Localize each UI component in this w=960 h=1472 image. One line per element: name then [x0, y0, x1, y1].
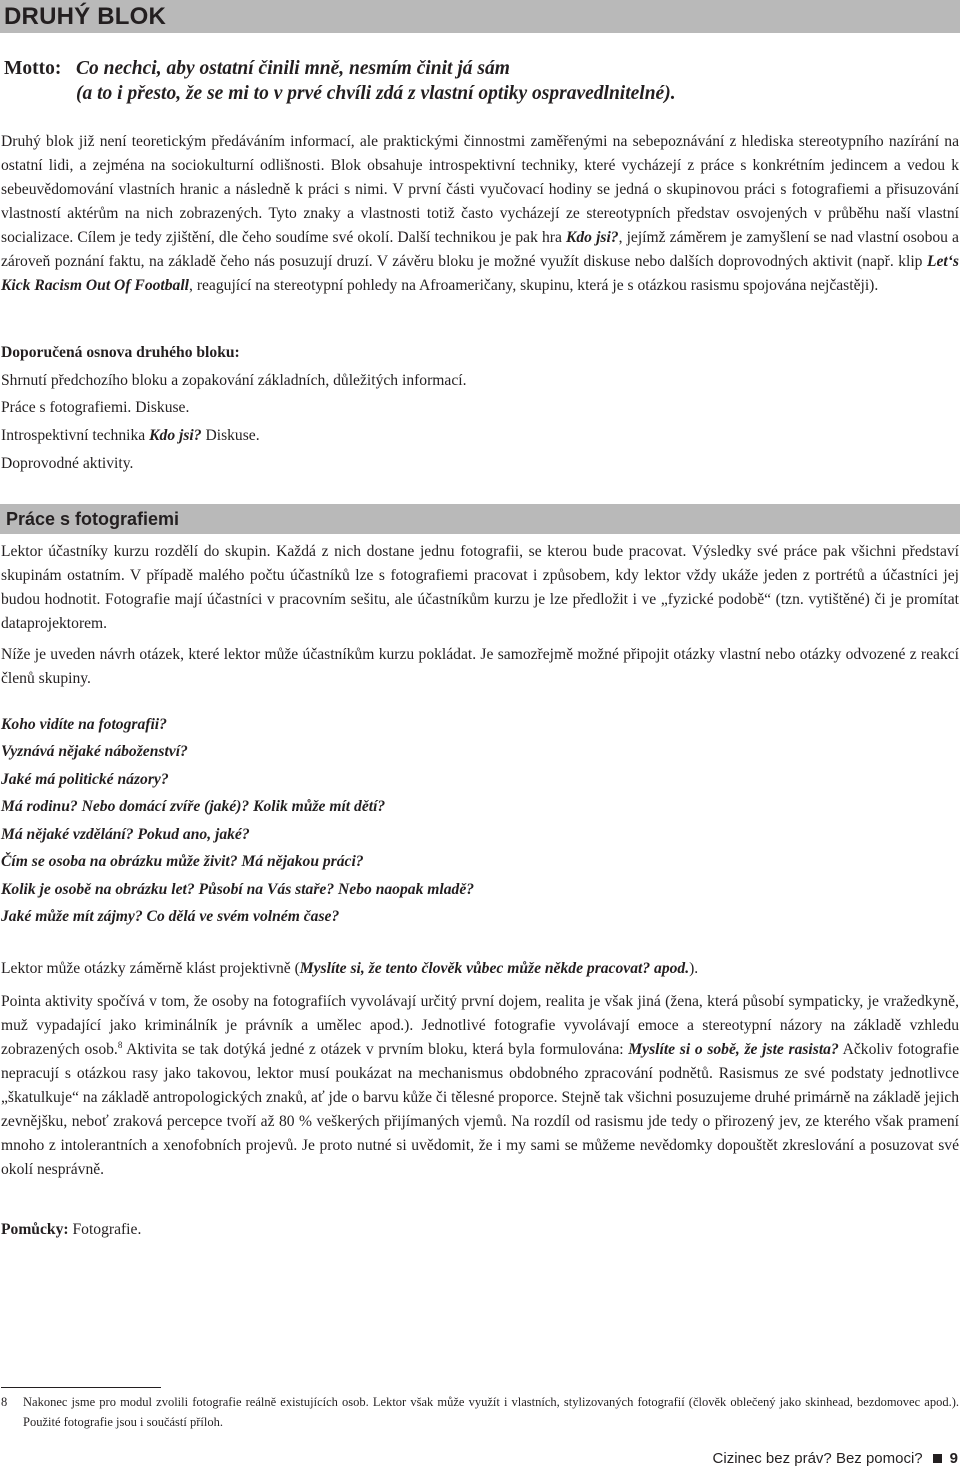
chapter-title: DRUHÝ BLOK — [4, 3, 166, 30]
footnote-number: 8 — [1, 1395, 8, 1409]
outline-heading: Doporučená osnova druhého bloku: — [1, 344, 240, 361]
tools-value: Fotografie. — [72, 1221, 142, 1238]
p4-em: Myslíte si o sobě, že jste rasista? — [628, 1041, 839, 1058]
chapter-header-bar — [0, 0, 960, 33]
body-paragraph-1: Lektor účastníky kurzu rozdělí do skupin. Každá z nich dostane jednu fotografii, se kterou bude pracovat. Výsledky své práce pak všichni představí skupinám ostatním. V případě malého počtu účastníků lze s fotografiemi pracovat i způsobem, kdy lektor vždy ukáže jeden z portrétů a účastníci jej budou hodnotit. Fotografie mají účastníci v pracovním sešitu, ale účastníkům kurzu je lze předložit i ve „fyzické podobě“ (tzn. vytištěné) či je promítat dataprojektorem. — [1, 543, 959, 632]
footnote-divider — [1, 1387, 161, 1388]
tools-label: Pomůcky: — [1, 1221, 69, 1238]
question-item: Koho vidíte na fotografii? — [1, 716, 167, 733]
p3-em: Myslíte si, že tento člověk vůbec může někde pracovat? apod. — [299, 960, 690, 977]
intro-kdo-jsi: Kdo jsi? — [565, 229, 619, 246]
p4-a: Pointa aktivity spočívá v tom, že osoby na fotografiích vyvolávají určitý první dojem, realita je však jiná (žena, která působí sympaticky, je vražedkyně, muž vypadající jako kriminálník je právník a umělec apod.). Jednotlivé fotografie vyvolávají emoce a stereotypní názory na základě vzhledu zobrazených osob. — [1, 993, 959, 1058]
p4-c: Ačkoliv fotografie nepracují s otázkou rasy jako takovou, lektor musí poukázat na mechanismus obdobného zpracování podnětů. Rasismus ze své podstaty jednotlivce „škatulkuje“ na základě antropologických znaků, ať jde o barvu kůže či tělesné proporce. Stejně tak všichni posuzujeme druhé primárně na základě jejich zevnějšku, neboť zraková percepce tvoří až 80 % veškerých přijímaných vjemů. Na rozdíl od rasismu jde tedy o přirozený jev, ze kterého však pramení mnoho z intolerantních a xenofobních projevů. Je proto nutné si uvědomit, že i my sami se můžeme nevědomky dopouštět zkreslování a posuzovat své okolí nesprávně. — [1, 1041, 959, 1178]
footnote-ref: 8 — [117, 1039, 123, 1050]
question-item: Kolik je osobě na obrázku let? Působí na Vás staře? Nebo naopak mladě? — [1, 881, 475, 898]
intro-s3: V první části vyučovací hodiny se jedná o skupinovou práci s fotografiemi a přisuzování vlastností aktérům na nich zobrazených. Tyto znaky a vlastnosti totiž často vycházejí ze stereotypních představ osvojených v průběhu naší vlastní socializace. Cílem je tedy zjištění, dle čeho soudíme své okolí. Další technikou je pak hra — [1, 181, 959, 246]
intro-s5: , reagující na stereotypní pohledy na Afroameričany, skupinu, která je s otázkou rasismu spojována nejčastěji). — [189, 277, 879, 294]
outline-item-2: Práce s fotografiemi. Diskuse. — [1, 399, 190, 416]
motto-line-1: Co nechci, aby ostatní činili mně, nesmím činit já sám — [76, 58, 510, 79]
intro-s1: Druhý blok již není teoretickým předáváním informací, ale praktickými činnostmi zaměřenými na sebepoznávání z hlediska stereotypního nazírání na ostatní lidi, a zejména na sociokulturní odlišnosti. — [1, 133, 959, 174]
question-item: Jaké může mít zájmy? Co dělá ve svém volném čase? — [1, 908, 340, 925]
outline-item-3-pre: Introspektivní technika — [1, 427, 146, 444]
outline-item-3 — [1, 427, 260, 445]
p3-pre: Lektor může otázky záměrně klást projektivně ( — [1, 960, 300, 977]
footer-title: Cizinec bez práv? Bez pomoci? — [712, 1450, 923, 1467]
question-item: Jaké má politické názory? — [1, 771, 169, 788]
intro-clip-title: Let‘s Kick Racism Out Of Football — [1, 253, 959, 294]
outline-item-3-post: Diskuse. — [205, 427, 260, 444]
section-header-bar — [0, 504, 960, 534]
outline-item-3-em: Kdo jsi? — [149, 427, 202, 444]
intro-paragraph — [1, 130, 959, 298]
tools-line — [1, 1221, 141, 1239]
intro-s4: , jejímž záměrem je zamyšlení se nad vlastní osobou a zároveň poznání faktu, na základě čeho nás posuzují druzí. V závěru bloku je možné využít diskuse nebo dalších doprovodných aktivit (např. klip — [1, 229, 959, 270]
p4-b: Aktivita se tak dotýká jedné z otázek v prvním bloku, která byla formulována: — [122, 1041, 629, 1058]
intro-s2: Blok obsahuje introspektivní techniky, které vycházejí z práce s konkrétním jedincem a vedou k sebeuvědomování vlastních hranic a následně k práci s nimi. — [1, 157, 959, 198]
body-paragraph-3 — [1, 957, 959, 981]
question-item: Má rodinu? Nebo domácí zvíře (jaké)? Kolik může mít dětí? — [1, 798, 386, 815]
question-item: Vyznává nějaké náboženství? — [1, 743, 188, 760]
outline-item-4: Doprovodné aktivity. — [1, 455, 134, 472]
motto-line-2: (a to i přesto, že se mi to v prvé chvíli zdá z vlastní optiky ospravedlnitelné). — [76, 83, 676, 104]
p3-post: ). — [689, 960, 699, 977]
motto-label: Motto: — [4, 58, 62, 79]
page-number: 9 — [949, 1450, 958, 1467]
body-paragraph-2: Níže je uveden návrh otázek, které lektor může účastníkům kurzu pokládat. Je samozřejmě možné připojit otázky vlastní nebo otázky odvozené z reakcí členů skupiny. — [1, 646, 959, 687]
question-item: Má nějaké vzdělání? Pokud ano, jaké? — [1, 826, 250, 843]
question-item: Čím se osoba na obrázku může živit? Má nějakou práci? — [1, 853, 364, 870]
outline-item-1: Shrnutí předchozího bloku a zopakování základních, důležitých informací. — [1, 372, 467, 389]
page-footer — [713, 1450, 958, 1467]
footnote-text: Nakonec jsme pro modul zvolili fotografie reálně existujících osob. Lektor však může využít i vlastních, stylizovaných fotografií (člověk oblečený jako skinhead, bezdomovec apod.). Použité fotografie jsou i součástí příloh. — [23, 1395, 959, 1429]
body-paragraph-4 — [1, 990, 959, 1182]
section-title: Práce s fotografiemi — [6, 509, 180, 529]
square-bullet-icon — [933, 1454, 942, 1463]
